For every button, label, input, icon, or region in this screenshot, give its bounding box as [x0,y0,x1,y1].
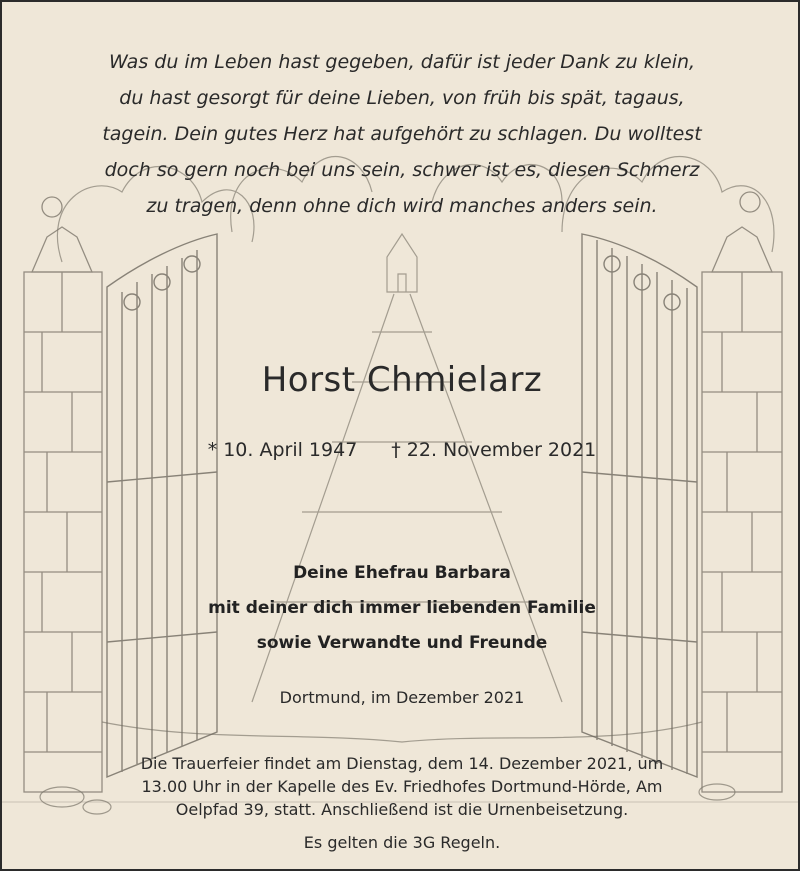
poem-line: tagein. Dein gutes Herz hat aufgehört zu schlagen. Du wolltest [102,123,702,145]
funeral-notice [2,752,800,821]
notice-line: 13.00 Uhr in der Kapelle des Ev. Friedhofes Dortmund-Hörde, Am [141,777,663,796]
place-and-date: Dortmund, im Dezember 2021 [279,688,525,707]
death-cross-icon: † [391,439,401,461]
mourner-line: mit deiner dich immer liebenden Familie [208,598,596,618]
birth-star-icon: * [207,439,218,461]
notice-line: Oelpfad 39, statt. Anschließend ist die Urnenbeisetzung. [175,800,629,819]
poem-line: doch so gern noch bei uns sein, schwer ist es, diesen Schmerz [104,159,700,181]
life-dates [2,439,800,461]
covid-rules: Es gelten die 3G Regeln. [303,833,501,852]
mourner-line: sowie Verwandte und Freunde [256,633,548,653]
birth-date: 10. April 1947 [223,439,358,461]
notice-line: Die Trauerfeier findet am Dienstag, dem 14. Dezember 2021, um [140,754,664,773]
poem-line: zu tragen, denn ohne dich wird manches anders sein. [146,195,658,217]
mourner-line: Deine Ehefrau Barbara [293,563,511,583]
memorial-poem [2,44,800,224]
poem-line: du hast gesorgt für deine Lieben, von früh bis spät, tagaus, [119,87,685,109]
poem-line: Was du im Leben hast gegeben, dafür ist jeder Dank zu klein, [108,51,696,73]
mourners [2,556,800,661]
deceased-name: Horst Chmielarz [261,360,543,400]
death-date: 22. November 2021 [406,439,597,461]
